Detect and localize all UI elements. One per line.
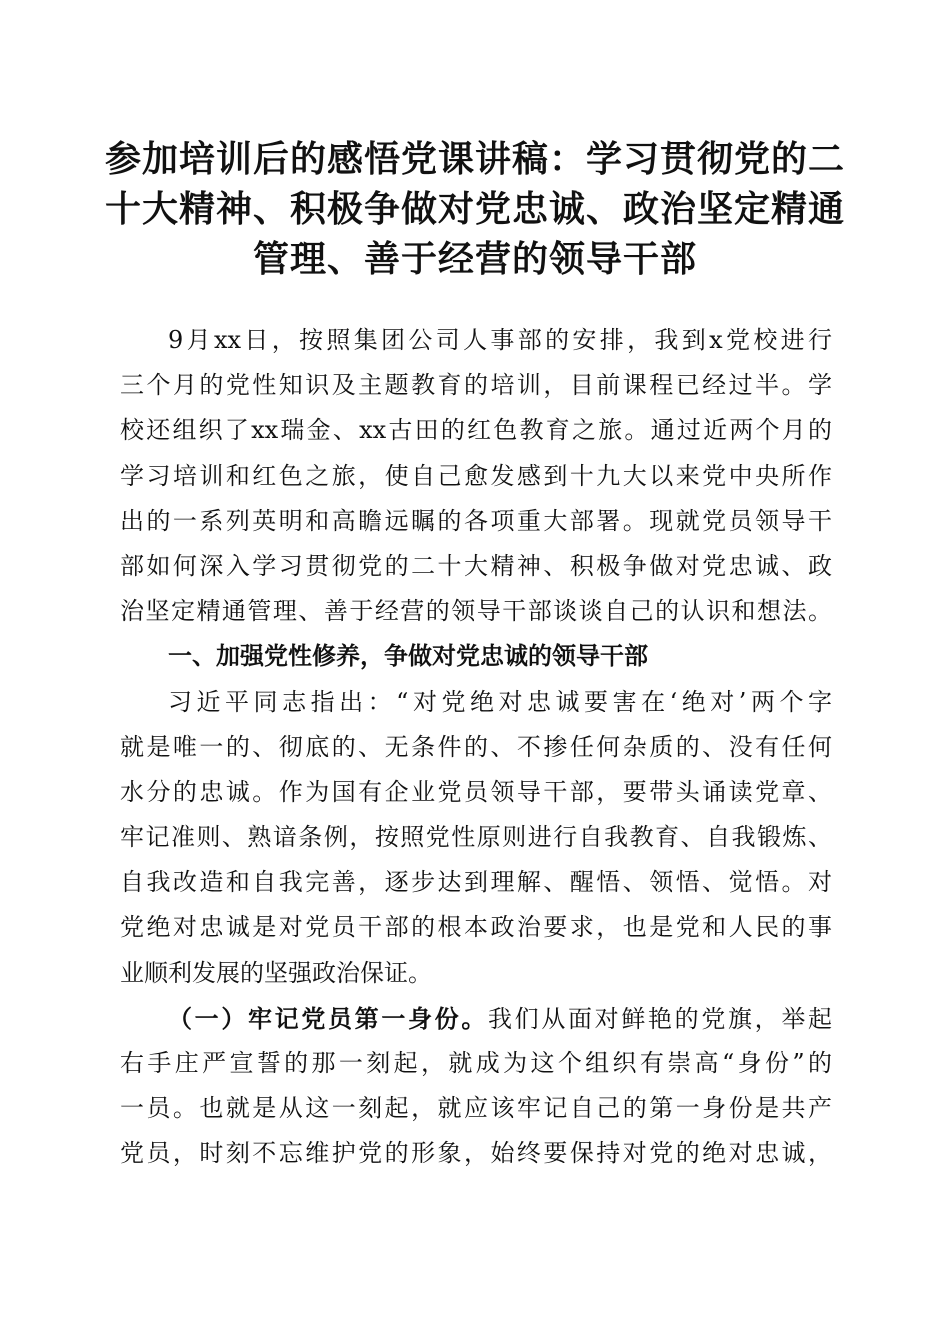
intro-line: 部如何深入学习贯彻党的二十大精神、积极争做对党忠诚、政 (120, 551, 832, 580)
document-title (100, 134, 850, 284)
section-line: 水分的忠诚。作为国有企业党员领导干部，要带头诵读党章、 (120, 777, 832, 806)
intro-line: 9月xx日，按照集团公司人事部的安排，我到x党校进行 (168, 326, 832, 354)
subsection-label: （一）牢记党员第一身份。 (168, 1003, 488, 1033)
subsection-first-rest: 我们从面对鲜艳的党旗，举起 (488, 1004, 832, 1033)
intro-line: 出的一系列英明和高瞻远瞩的各项重大部署。现就党员领导干 (120, 506, 832, 535)
section-line: 党绝对忠诚是对党员干部的根本政治要求，也是党和人民的事 (120, 913, 832, 942)
intro-line: 三个月的党性知识及主题教育的培训，目前课程已经过半。学 (120, 371, 832, 400)
section-line: 业顺利发展的坚强政治保证。 (120, 958, 432, 987)
intro-line: 校还组织了xx瑞金、xx古田的红色教育之旅。通过近两个月的 (120, 416, 832, 445)
title-line-3: 管理、善于经营的领导干部 (252, 238, 697, 280)
intro-line: 治坚定精通管理、善于经营的领导干部谈谈自己的认识和想法。 (120, 597, 832, 626)
subsection-first-line (120, 996, 832, 1041)
section-heading: 一、加强党性修养，争做对党忠诚的领导干部 (168, 642, 648, 671)
section-line: 习近平同志指出：“对党绝对忠诚要害在‘绝对’两个字 (168, 687, 832, 716)
document-body (120, 318, 832, 1177)
subsection-line: 一员。也就是从这一刻起，就应该牢记自己的第一身份是共产 (120, 1094, 832, 1123)
title-line-2: 十大精神、积极争做对党忠诚、政治坚定精通 (104, 188, 845, 230)
section-line: 就是唯一的、彻底的、无条件的、不掺任何杂质的、没有任何 (120, 732, 832, 761)
section-line: 自我改造和自我完善，逐步达到理解、醒悟、领悟、觉悟。对 (120, 868, 832, 897)
title-line-1: 参加培训后的感悟党课讲稿：学习贯彻党的二 (104, 138, 845, 180)
section-line: 牢记准则、熟谙条例，按照党性原则进行自我教育、自我锻炼、 (120, 823, 832, 852)
intro-line: 学习培训和红色之旅，使自己愈发感到十九大以来党中央所作 (120, 461, 832, 490)
subsection-line: 党员，时刻不忘维护党的形象，始终要保持对党的绝对忠诚， (120, 1139, 832, 1168)
subsection-line: 右手庄严宣誓的那一刻起，就成为这个组织有崇高“身份”的 (120, 1049, 832, 1077)
